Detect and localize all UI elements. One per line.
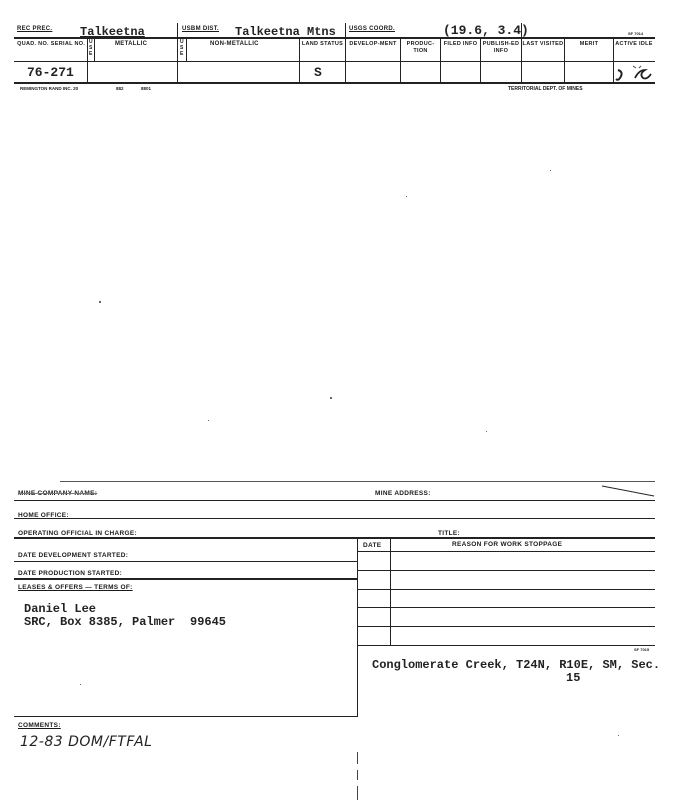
divider bbox=[357, 770, 358, 780]
divider bbox=[390, 538, 391, 646]
col-non-metallic: NON-METALLIC bbox=[210, 41, 259, 47]
col-published-info: PUBLISH-ED INFO bbox=[482, 41, 520, 54]
divider bbox=[357, 646, 358, 717]
use-letter-u: U bbox=[89, 39, 93, 45]
rule bbox=[14, 716, 357, 717]
location-line-2: 15 bbox=[566, 671, 581, 685]
print-code-2: 8801 bbox=[141, 86, 152, 91]
col-development: DEVELOP-MENT bbox=[349, 41, 397, 47]
col-metallic: METALLIC bbox=[115, 41, 148, 47]
divider bbox=[357, 786, 358, 800]
use-letter-s: S bbox=[89, 45, 93, 51]
divider bbox=[87, 38, 88, 83]
land-status-value: S bbox=[314, 65, 322, 80]
rule bbox=[357, 645, 655, 646]
rule bbox=[14, 561, 357, 562]
usgs-coord-value: (19.6, 3.4) bbox=[443, 23, 529, 38]
form-code-2: SF 7015 bbox=[634, 647, 650, 652]
form-code: SF 7014 bbox=[628, 31, 644, 36]
speck bbox=[406, 196, 407, 197]
rule bbox=[60, 481, 655, 482]
use-letter-s-2: S bbox=[180, 45, 184, 51]
speck bbox=[618, 735, 619, 736]
date-development-started-label: DATE DEVELOPMENT STARTED: bbox=[18, 552, 129, 559]
owner-name: Daniel Lee bbox=[24, 602, 97, 616]
comments-label: COMMENTS: bbox=[18, 722, 61, 729]
owner-zip: 99645 bbox=[190, 615, 227, 629]
divider bbox=[345, 23, 346, 84]
use-letter-e-2: E bbox=[180, 51, 184, 57]
usgs-coord-label: USGS COORD. bbox=[349, 26, 395, 32]
rule bbox=[357, 551, 655, 552]
speck bbox=[330, 397, 332, 399]
scan-mark-icon bbox=[600, 484, 656, 498]
speck bbox=[80, 684, 81, 685]
speck bbox=[550, 170, 551, 171]
mine-company-name-label: MINE COMPANY NAME: bbox=[18, 490, 98, 497]
speck bbox=[486, 431, 487, 432]
rule bbox=[14, 518, 655, 519]
leases-offers-label: LEASES & OFFERS — TERMS OF: bbox=[18, 584, 133, 591]
divider bbox=[357, 752, 358, 764]
rule bbox=[14, 578, 357, 580]
territorial-dept: TERRITORIAL DEPT. OF MINES bbox=[508, 86, 583, 92]
col-filed-info: FILED INFO bbox=[443, 41, 478, 47]
divider bbox=[357, 538, 358, 646]
col-land-status: LAND STATUS bbox=[301, 41, 344, 47]
owner-address: SRC, Box 8385, Palmer bbox=[24, 615, 176, 629]
rule bbox=[14, 37, 655, 39]
divider bbox=[186, 38, 187, 61]
rule bbox=[357, 570, 655, 571]
col-active-idle: ACTIVE IDLE bbox=[615, 41, 653, 47]
print-code-1: 882 bbox=[116, 86, 124, 91]
date-production-started-label: DATE PRODUCTION STARTED: bbox=[18, 570, 123, 577]
location-line-1: Conglomerate Creek, T24N, R10E, SM, Sec. bbox=[372, 658, 661, 672]
usbm-dist-value: Talkeetna Mtns bbox=[235, 25, 336, 39]
rule bbox=[14, 500, 655, 501]
col-merit: MERIT bbox=[579, 41, 599, 47]
serial-number: 76-271 bbox=[27, 65, 74, 80]
rec-prec-value: Talkeetna bbox=[80, 25, 145, 39]
usbm-dist-label: USBM DIST. bbox=[182, 26, 220, 32]
use-letter-e: E bbox=[89, 51, 93, 57]
handwritten-mark-icon bbox=[615, 62, 655, 84]
divider bbox=[521, 23, 522, 38]
rule bbox=[357, 607, 655, 608]
operating-official-label: OPERATING OFFICIAL IN CHARGE: bbox=[18, 530, 137, 537]
reason-col-label: REASON FOR WORK STOPPAGE bbox=[452, 541, 563, 548]
col-serial-no: SERIAL NO. bbox=[50, 41, 86, 47]
rule bbox=[14, 82, 655, 84]
title-label: TITLE: bbox=[438, 530, 461, 537]
divider bbox=[94, 38, 95, 61]
col-last-visited: LAST VISITED bbox=[522, 41, 564, 47]
date-col-label: DATE bbox=[363, 542, 382, 549]
rec-prec-label: REC PREC. bbox=[17, 26, 53, 32]
use-letter-u-2: U bbox=[180, 39, 184, 45]
comment-handwritten: 12-83 DOM/FTFAL bbox=[20, 734, 153, 750]
printer-credit: REMINGTON RAND INC. 20 bbox=[20, 86, 79, 91]
col-production: PRODUC-TION bbox=[406, 41, 435, 54]
col-quad-no: QUAD. NO. bbox=[17, 41, 49, 47]
rule bbox=[14, 537, 655, 539]
speck bbox=[99, 301, 101, 303]
rule bbox=[357, 626, 655, 627]
rule bbox=[357, 589, 655, 590]
rule bbox=[14, 61, 655, 62]
speck bbox=[208, 420, 209, 421]
divider bbox=[177, 23, 178, 84]
mine-address-label: MINE ADDRESS: bbox=[375, 490, 431, 497]
home-office-label: HOME OFFICE: bbox=[18, 512, 69, 519]
